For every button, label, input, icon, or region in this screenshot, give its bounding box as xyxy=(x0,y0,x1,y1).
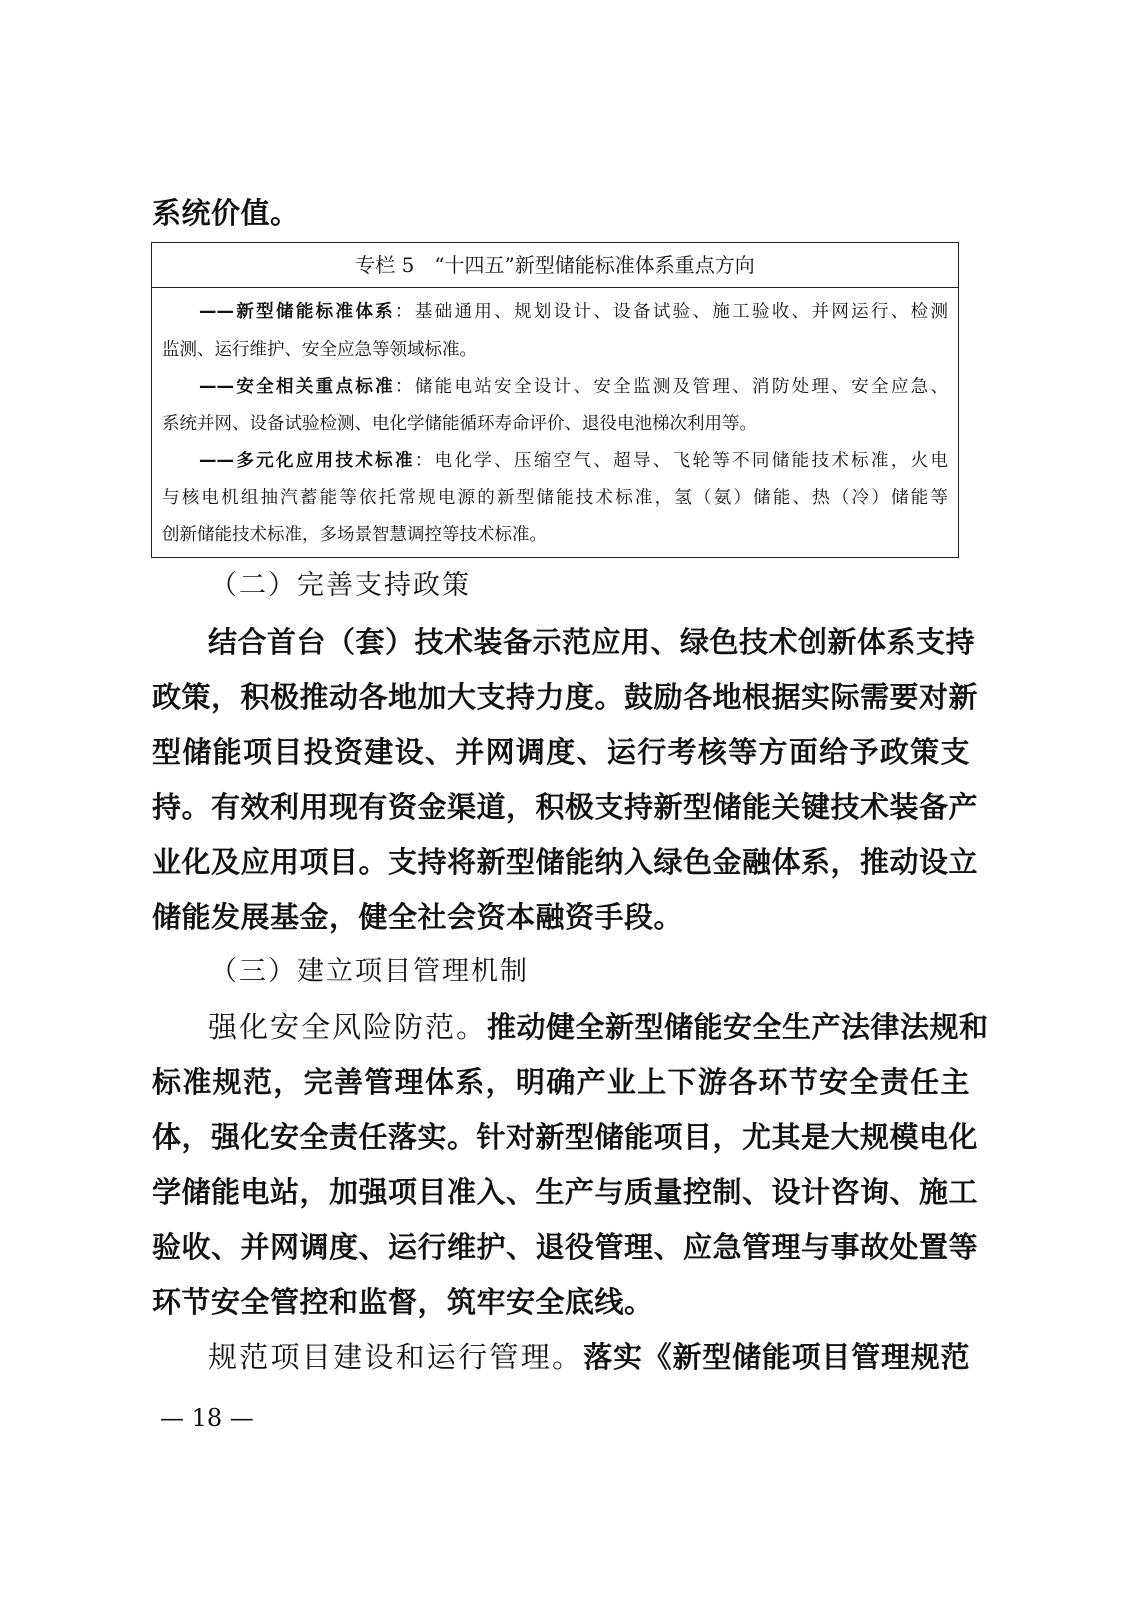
column-box xyxy=(151,242,959,558)
section-2-line-3: 型储能项目投资建设、并网调度、运行考核等方面给予政策支 xyxy=(152,735,970,769)
box-item-1-label: ——新型储能标准体系 xyxy=(199,302,395,322)
section-3-para-1-line-3: 体，强化安全责任落实。针对新型储能项目，尤其是大规模电化 xyxy=(152,1120,979,1154)
box-item-2-text: ：储能电站安全设计、安全监测及管理、消防处理、安全应急、 xyxy=(395,377,948,397)
page-number: — 18 — xyxy=(160,1404,254,1432)
section-3-para-1-line-2: 标准规范，完善管理体系，明确产业上下游各环节安全责任主 xyxy=(152,1065,970,1099)
section-2-line-1: 结合首台（套）技术装备示范应用、绿色技术创新体系支持 xyxy=(208,625,976,659)
section-3-para-1-lead: 强化安全风险防范。 xyxy=(208,1010,488,1044)
box-item-1-text: ：基础通用、规划设计、设备试验、施工验收、并网运行、检测 xyxy=(395,302,948,322)
box-item-2-label: ——安全相关重点标准 xyxy=(199,377,395,397)
box-item-1-line-2: 监测、运行维护、安全应急等领域标准。 xyxy=(162,340,477,360)
section-2-line-2: 政策，积极推动各地加大支持力度。鼓励各地根据实际需要对新 xyxy=(152,680,979,714)
box-item-3-label: ——多元化应用技术标准 xyxy=(199,451,415,471)
section-3-para-1-line-5: 验收、并网调度、运行维护、退役管理、应急管理与事故处置等 xyxy=(152,1230,979,1264)
section-2-heading: （二）完善支持政策 xyxy=(210,570,471,601)
box-item-3-line-3: 创新储能技术标准，多场景智慧调控等技术标准。 xyxy=(162,525,547,545)
box-item-3-line-2: 与核电机组抽汽蓄能等依托常规电源的新型储能技术标准，氢（氨）储能、热（冷）储能等 xyxy=(162,488,948,508)
section-2-line-5: 业化及应用项目。支持将新型储能纳入绿色金融体系，推动设立 xyxy=(152,845,979,879)
section-3-para-2-first: 落实《新型储能项目管理规范 xyxy=(583,1340,970,1374)
section-3-para-2-line-1 xyxy=(208,1337,970,1377)
box-item-2-line-1 xyxy=(199,374,948,400)
section-3-para-1-first: 推动健全新型储能安全生产法律法规和 xyxy=(487,1010,989,1044)
box-item-1-line-1 xyxy=(199,299,948,325)
section-3-heading: （三）建立项目管理机制 xyxy=(210,956,529,987)
section-3-para-1-line-4: 学储能电站，加强项目准入、生产与质量控制、设计咨询、施工 xyxy=(152,1175,979,1209)
section-3-para-2-lead: 规范项目建设和运行管理。 xyxy=(208,1340,584,1374)
section-2-line-6: 储能发展基金，健全社会资本融资手段。 xyxy=(152,900,684,934)
section-2-line-4: 持。有效利用现有资金渠道，积极支持新型储能关键技术装备产 xyxy=(152,790,979,824)
box-item-2-line-2: 系统并网、设备试验检测、电化学储能循环寿命评价、退役电池梯次利用等。 xyxy=(162,414,757,434)
box-item-3-text: ：电化学、压缩空气、超导、飞轮等不同储能技术标准，火电 xyxy=(414,451,949,471)
box-item-3-line-1 xyxy=(199,448,948,474)
column-box-title: 专栏 5 “十四五”新型储能标准体系重点方向 xyxy=(152,243,958,288)
section-3-para-1-line-6: 环节安全管控和监督，筑牢安全底线。 xyxy=(152,1285,654,1319)
top-line: 系统价值。 xyxy=(152,196,300,230)
section-3-para-1-line-1 xyxy=(208,1007,989,1047)
